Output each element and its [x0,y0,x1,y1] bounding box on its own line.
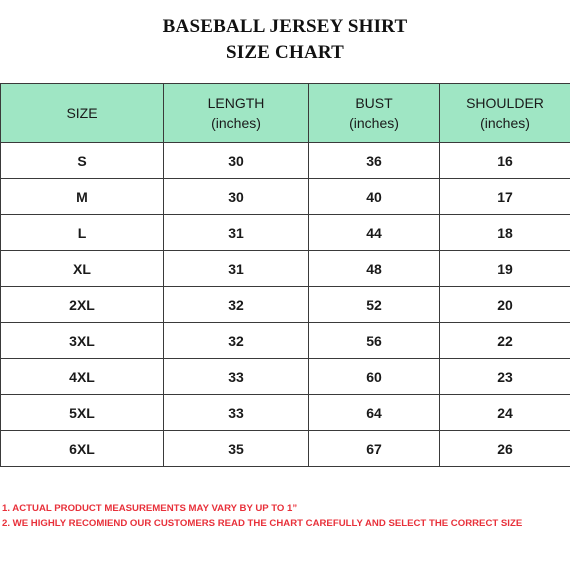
cell-bust: 64 [309,395,440,431]
table-body [1,143,570,467]
size-chart-table [0,83,570,467]
cell-length: 32 [164,323,309,359]
table-row [1,215,570,251]
cell-shoulder: 22 [440,323,570,359]
cell-length: 30 [164,143,309,179]
cell-length: 35 [164,431,309,467]
cell-bust: 60 [309,359,440,395]
measurement-notes [2,501,568,531]
cell-bust: 52 [309,287,440,323]
cell-shoulder: 17 [440,179,570,215]
note-1: 1. ACTUAL PRODUCT MEASUREMENTS MAY VARY BY UP TO 1” [2,503,298,514]
table-header [1,84,570,143]
cell-length: 33 [164,359,309,395]
cell-shoulder: 16 [440,143,570,179]
header-length-unit: (inches) [211,115,261,131]
cell-length: 31 [164,251,309,287]
cell-size: 4XL [1,359,164,395]
cell-length: 30 [164,179,309,215]
header-shoulder [440,84,570,143]
cell-shoulder: 26 [440,431,570,467]
table-row [1,359,570,395]
table-row [1,323,570,359]
note-2: 2. WE HIGHLY RECOMIEND OUR CUSTOMERS READ THE CHART CAREFULLY AND SELECT THE CORRECT SIZE [2,518,523,529]
table-row [1,251,570,287]
cell-length: 31 [164,215,309,251]
cell-size: 6XL [1,431,164,467]
cell-shoulder: 18 [440,215,570,251]
cell-bust: 44 [309,215,440,251]
table-row [1,431,570,467]
header-length [164,84,309,143]
header-bust-label: BUST [355,95,393,111]
cell-shoulder: 20 [440,287,570,323]
header-bust-unit: (inches) [349,115,399,131]
cell-length: 33 [164,395,309,431]
header-shoulder-label: SHOULDER [466,95,544,111]
cell-bust: 67 [309,431,440,467]
cell-bust: 48 [309,251,440,287]
table-header-row [1,84,570,143]
header-shoulder-unit: (inches) [480,115,530,131]
page-title [0,14,570,66]
cell-size: S [1,143,164,179]
title-line-2: SIZE CHART [225,42,344,63]
cell-shoulder: 24 [440,395,570,431]
cell-size: 2XL [1,287,164,323]
cell-shoulder: 23 [440,359,570,395]
cell-size: 3XL [1,323,164,359]
cell-bust: 56 [309,323,440,359]
cell-size: 5XL [1,395,164,431]
table-row [1,287,570,323]
table-row [1,143,570,179]
cell-size: M [1,179,164,215]
header-size-label: SIZE [66,105,98,121]
cell-shoulder: 19 [440,251,570,287]
header-length-label: LENGTH [207,95,265,111]
cell-bust: 40 [309,179,440,215]
cell-length: 32 [164,287,309,323]
cell-size: XL [1,251,164,287]
title-line-1: BASEBALL JERSEY SHIRT [162,16,408,37]
cell-size: L [1,215,164,251]
table-row [1,395,570,431]
header-size [1,84,164,143]
cell-bust: 36 [309,143,440,179]
header-bust [309,84,440,143]
table-row [1,179,570,215]
